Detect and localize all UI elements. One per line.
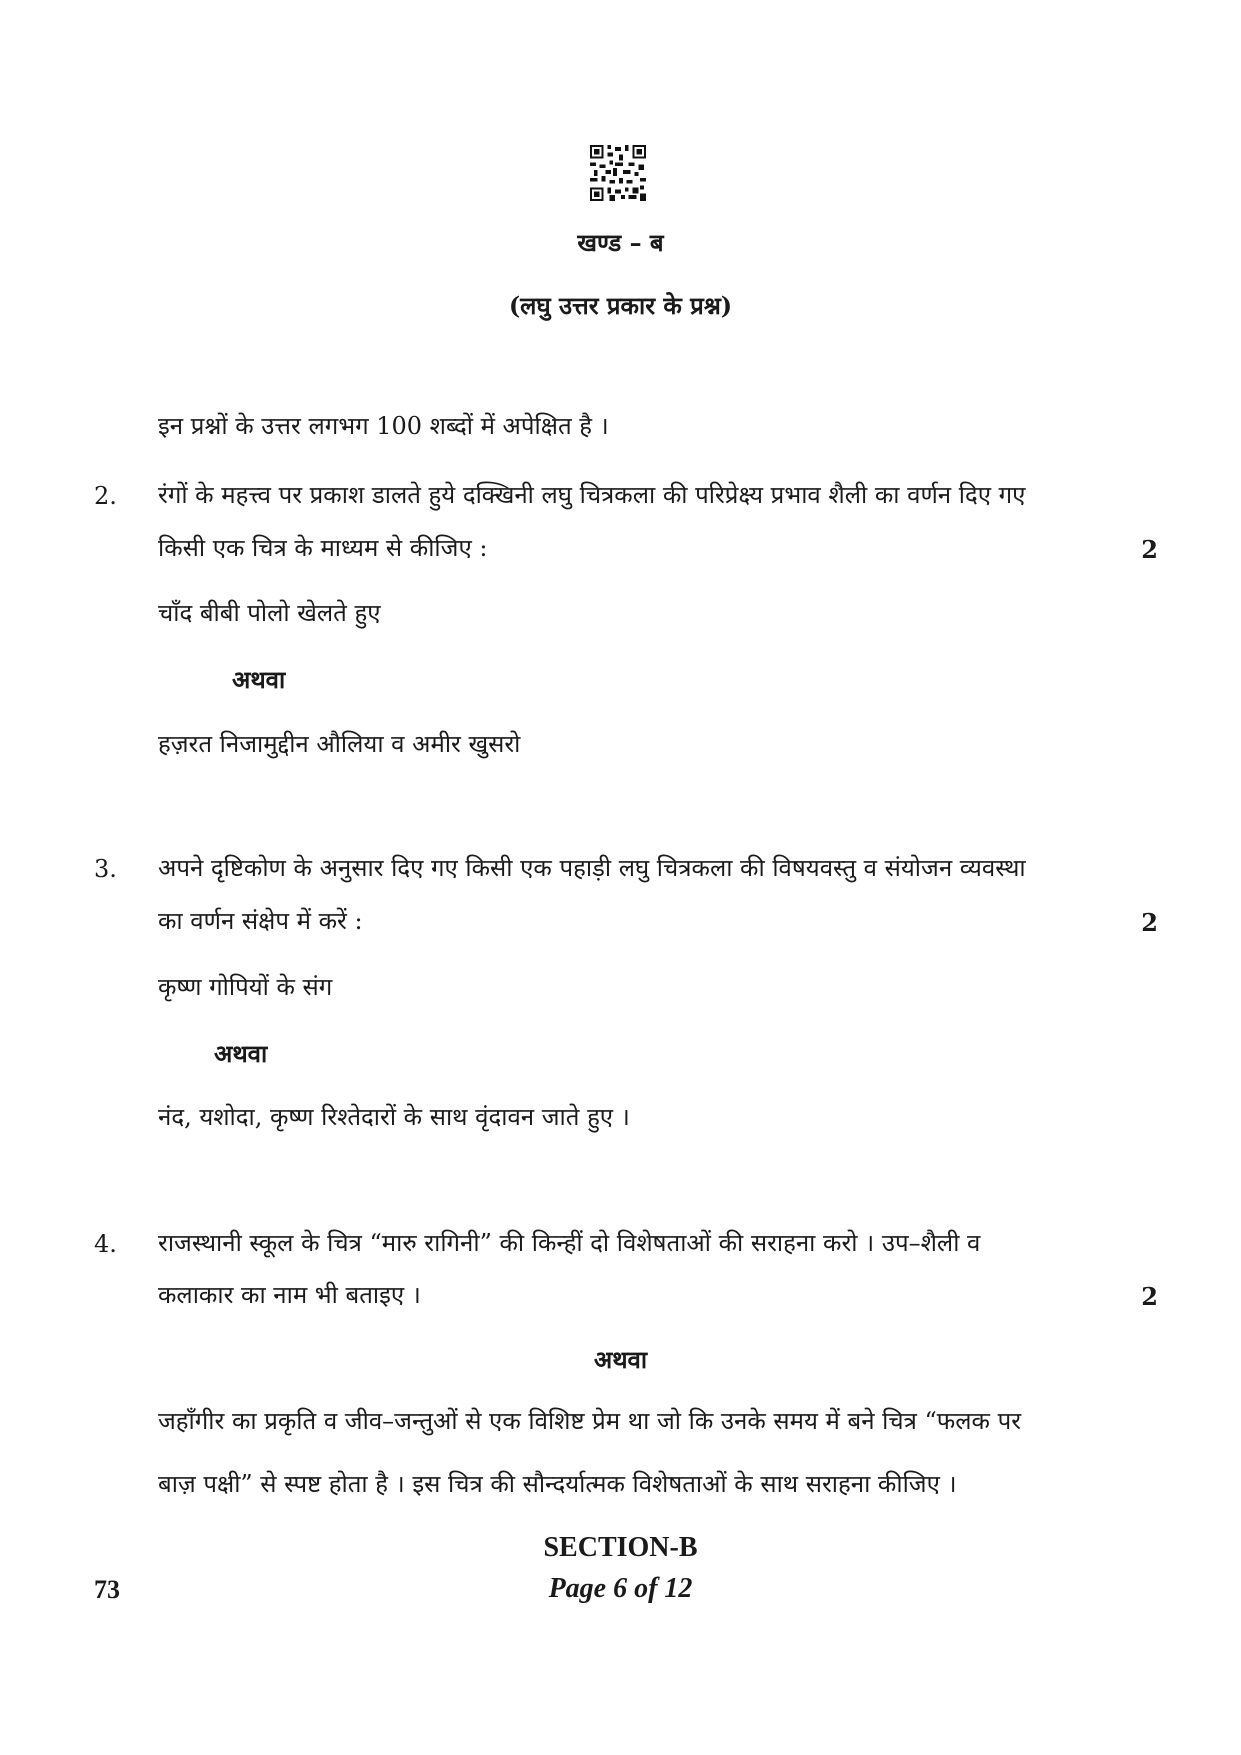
question-marks: 2 [1141, 908, 1158, 937]
question-number: 4. [94, 1230, 117, 1258]
question-number: 3. [94, 855, 117, 883]
painting-option: हज़रत निजामुद्दीन औलिया व अमीर खुसरो [158, 730, 521, 758]
question-text: जहाँगीर का प्रकृति व जीव–जन्तुओं से एक विशिष्ट प्रेम था जो कि उनके समय में बने चित्र “फलक पर [158, 1407, 1022, 1435]
question-text: राजस्थानी स्कूल के चित्र “मारु रागिनी” की किन्हीं दो विशेषताओं की सराहना करो । उप–शैली व [158, 1229, 981, 1257]
paper-code: 73 [94, 1575, 120, 1604]
painting-option: नंद, यशोदा, कृष्ण रिश्तेदारों के साथ वृंदावन जाते हुए । [158, 1103, 630, 1131]
or-label: अथवा [214, 1039, 268, 1068]
section-heading-hindi: खण्ड – ब [577, 228, 664, 257]
question-text: किसी एक चित्र के माध्यम से कीजिए : [158, 534, 488, 562]
page-number: Page 6 of 12 [548, 1573, 693, 1604]
question-text: बाज़ पक्षी” से स्पष्ट होता है । इस चित्र की सौन्दर्यात्मक विशेषताओं के साथ सराहना कीजिए । [158, 1470, 957, 1498]
question-marks: 2 [1141, 1282, 1158, 1311]
question-text: अपने दृष्टिकोण के अनुसार दिए गए किसी एक पहाड़ी लघु चित्रकला की विषयवस्तु व संयोजन व्यवस्था [158, 854, 1026, 882]
or-label: अथवा [593, 1345, 648, 1374]
question-text: का वर्णन संक्षेप में करें : [158, 907, 363, 935]
or-label: अथवा [232, 665, 286, 694]
question-marks: 2 [1141, 535, 1158, 564]
question-text: कलाकार का नाम भी बताइए । [158, 1281, 421, 1309]
painting-option: चाँद बीबी पोलो खेलते हुए [158, 599, 381, 627]
painting-option: कृष्ण गोपियों के संग [158, 973, 333, 1001]
section-heading-english: SECTION-B [543, 1532, 698, 1563]
qr-code-icon [590, 145, 646, 201]
instruction-text: इन प्रश्नों के उत्तर लगभग 100 शब्दों में अपेक्षित है । [158, 412, 609, 440]
section-subtitle-hindi: (लघु उत्तर प्रकार के प्रश्न) [508, 291, 733, 320]
question-text: रंगों के महत्त्व पर प्रकाश डालते हुये दक्खिनी लघु चित्रकला की परिप्रेक्ष्य प्रभाव शैली का वर्णन दिए गए [158, 481, 1026, 509]
question-number: 2. [94, 482, 117, 510]
